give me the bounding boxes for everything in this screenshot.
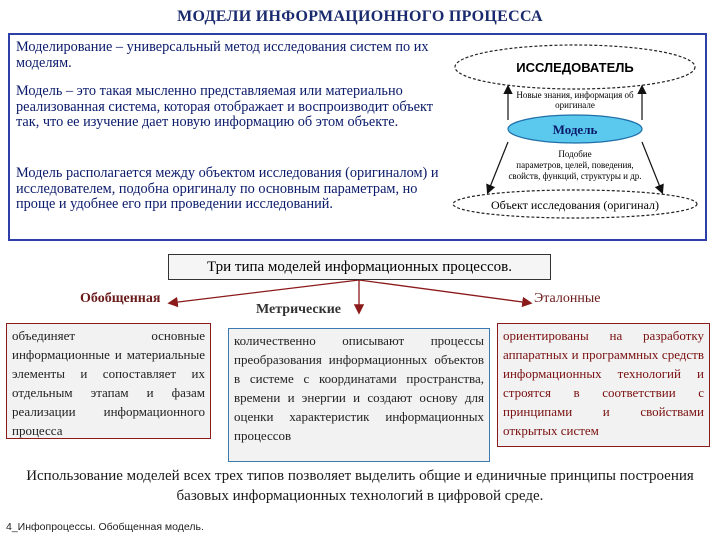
definition-modeling: Моделирование – универсальный метод исследования систем по их моделям.	[16, 39, 429, 71]
similar-label-1: Подобие	[558, 149, 592, 159]
definition-model: Модель – это такая мысленно представляемая или материально реализованная система, которая отображает и воспроизводит объект так, что ее изучение дает новую информацию об этом объекте.	[16, 83, 434, 130]
page-title: МОДЕЛИ ИНФОРМАЦИОННОГО ПРОЦЕССА	[177, 8, 543, 25]
type-metric-label: Метрические	[256, 302, 341, 317]
object-label: Объект исследования (оригинал)	[490, 198, 660, 212]
type-generalized-label: Обобщенная	[80, 291, 161, 306]
similar-label-3: свойств, функций, структуры и др.	[508, 171, 642, 181]
model-label: Модель	[552, 122, 598, 137]
similar-label-2: параметров, целей, поведения,	[516, 160, 634, 170]
researcher-label: ИССЛЕДОВАТЕЛЬ	[516, 60, 634, 75]
definition-placement: Модель располагается между объектом исследования (оригиналом) и исследователем, подобна оригиналу по основным параметрам, но проще и удобнее его при проведении исследований.	[16, 165, 439, 212]
types-header: Три типа моделей информационных процессов.	[168, 254, 551, 280]
knowledge-label-1: Новые знания, информация об	[516, 90, 634, 100]
type-generalized-card: объединяет основные информационные и материальные элементы и сопоставляет их отдельным этапам и фазам реализации информационного процесса	[6, 323, 211, 439]
type-metric-card: количественно описывают процессы преобразования информационных объектов в системе с координатами пространства, времени и энергии и создают основу для оценки характеристик информационных процессов	[228, 328, 490, 462]
knowledge-label-2: оригинале	[555, 100, 595, 110]
type-reference-card: ориентированы на разработку аппаратных и программных средств информационных технологий и строятся в соответствии с принципами и свойствами открытых систем	[497, 323, 710, 447]
type-reference-label: Эталонные	[534, 291, 601, 306]
footer-caption: 4_Инфопроцессы. Обобщенная модель.	[6, 521, 204, 533]
conclusion-text: Использование моделей всех трех типов позволяет выделить общие и единичные принципы построения базовых информационных технологий в цифровой среде.	[26, 468, 694, 504]
